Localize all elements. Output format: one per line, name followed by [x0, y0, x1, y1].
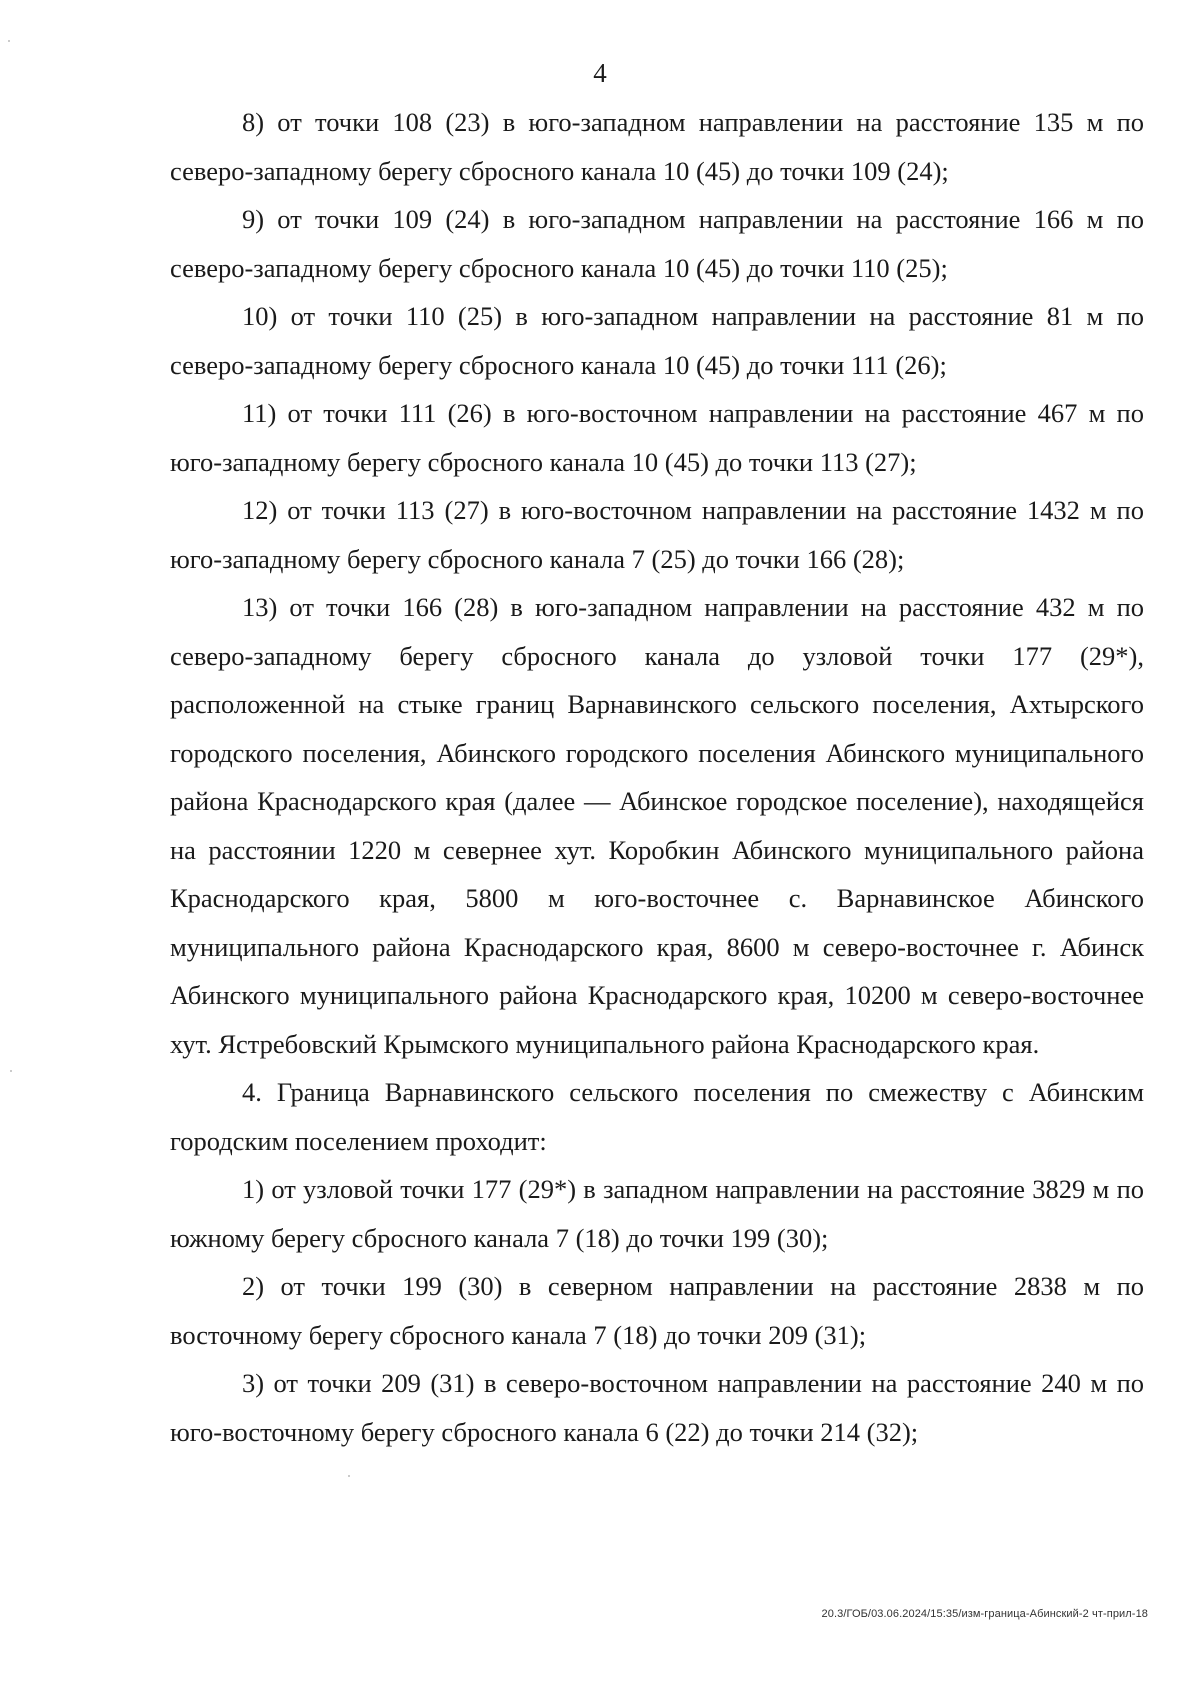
paragraph-item-11: 11) от точки 111 (26) в юго-восточном направлении на расстояние 467 м по юго-западному берегу сбросного канала 10 (45) до точки 113 (27); [170, 398, 1144, 477]
section-4-heading-paragraph: 4. Граница Варнавинского сельского поселения по смежеству с Абинским городским поселением проходит: [170, 1077, 1144, 1156]
scan-speck [8, 40, 10, 42]
paragraph-item-2: 2) от точки 199 (30) в северном направлении на расстояние 2838 м по восточному берегу сбросного канала 7 (18) до точки 209 (31); [170, 1271, 1144, 1350]
page-number: 4 [593, 58, 607, 88]
page-body [170, 98, 1144, 1456]
paragraph-item-8: 8) от точки 108 (23) в юго-западном направлении на расстояние 135 м по северо-западному берегу сбросного канала 10 (45) до точки 109 (24); [170, 107, 1144, 186]
paragraph-item-12: 12) от точки 113 (27) в юго-восточном направлении на расстояние 1432 м по юго-западному берегу сбросного канала 7 (25) до точки 166 (28); [170, 495, 1144, 574]
paragraph-item-1: 1) от узловой точки 177 (29*) в западном направлении на расстояние 3829 м по южному берегу сбросного канала 7 (18) до точки 199 (30); [170, 1174, 1144, 1253]
scan-speck [10, 1070, 12, 1072]
paragraph-item-9: 9) от точки 109 (24) в юго-западном направлении на расстояние 166 м по северо-западному берегу сбросного канала 10 (45) до точки 110 (25); [170, 204, 1144, 283]
paragraph-item-13: 13) от точки 166 (28) в юго-западном направлении на расстояние 432 м по северо-западному берегу сбросного канала до узловой точки 177 (29*), расположенной на стыке границ Варнавинского сельского поселения, Ахтырского городского поселения, Абинского городского поселения Абинского муниципального района Краснодарского края (далее — Абинское городское поселение), находящейся на расстоянии 1220 м севернее хут. Коробкин Абинского муниципального района Краснодарского края, 5800 м юго-восточнее с. Варнавинское Абинского муниципального района Краснодарского края, 8600 м северо-восточнее г. Абинск Абинского муниципального района Краснодарского края, 10200 м северо-восточнее хут. Ястребовский Крымского муниципального района Краснодарского края. [170, 592, 1144, 1059]
paragraph-item-3: 3) от точки 209 (31) в северо-восточном направлении на расстояние 240 м по юго-восточному берегу сбросного канала 6 (22) до точки 214 (32); [170, 1368, 1144, 1447]
scan-speck [348, 1475, 350, 1477]
document-footer-code: 20.3/ГОБ/03.06.2024/15:35/изм-граница-Абинский-2 чт-прил-18 [821, 1608, 1148, 1620]
paragraph-item-10: 10) от точки 110 (25) в юго-западном направлении на расстояние 81 м по северо-западному берегу сбросного канала 10 (45) до точки 111 (26); [170, 301, 1144, 380]
